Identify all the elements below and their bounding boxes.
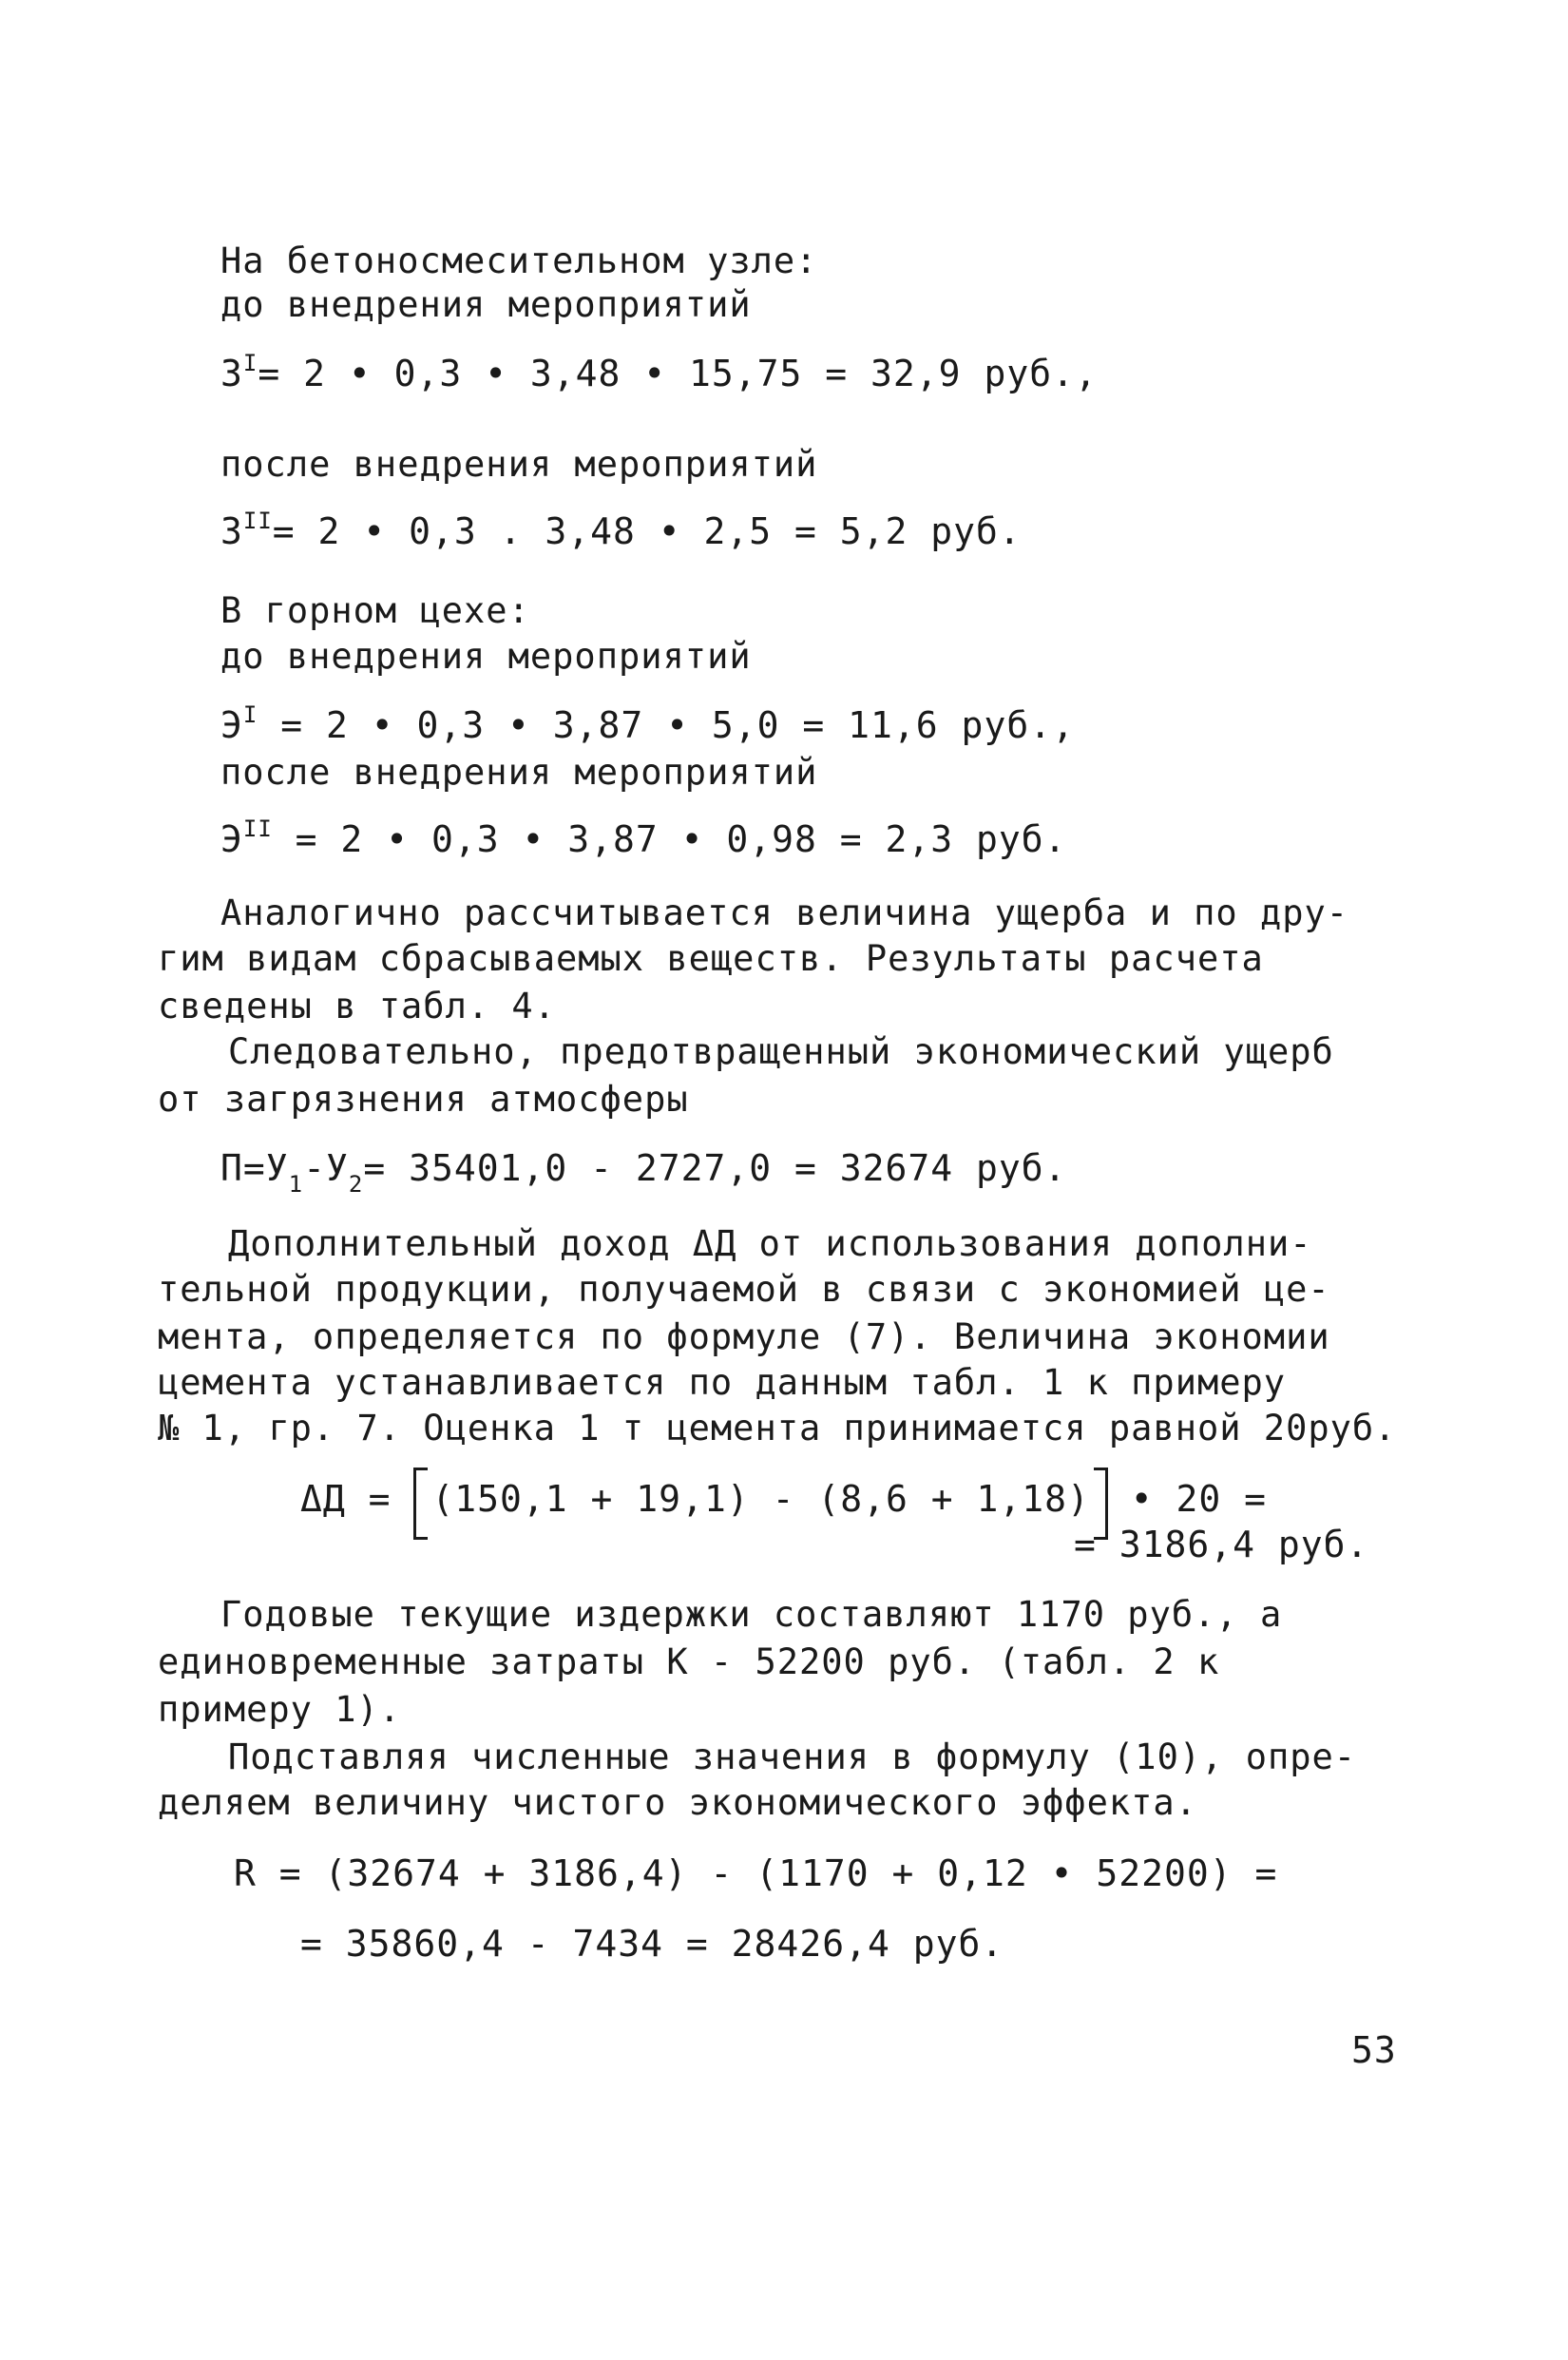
paragraph-line: Дополнительный доход ΔД от использования дополни- (228, 1223, 1312, 1264)
formula-lhs: ΔД = (300, 1478, 392, 1520)
paragraph-line: № 1, гр. 7. Оценка 1 т цемента принимается равной 20руб. (158, 1408, 1397, 1449)
formula-lhs: П=У (220, 1147, 289, 1189)
formula-mark: I (242, 350, 258, 376)
paragraph-line: мента, определяется по формуле (7). Величина экономии (158, 1316, 1330, 1357)
left-bracket (413, 1468, 428, 1540)
formula-line: R = (32674 + 3186,4) - (1170 + 0,12 • 52200) = (234, 1852, 1278, 1894)
paragraph-line: Следовательно, предотвращенный экономический ущерб (228, 1031, 1334, 1072)
paragraph-line: сведены в табл. 4. (158, 986, 556, 1027)
formula-symbol: Э (220, 818, 243, 860)
formula-rhs: = 35401,0 - 2727,0 = 32674 руб. (363, 1147, 1067, 1189)
paragraph-line: цемента устанавливается по данным табл. 1 к примеру (158, 1362, 1287, 1403)
formula-symbol: Э (220, 704, 243, 746)
paragraph-line: тельной продукции, получаемой в связи с экономией це- (158, 1269, 1330, 1310)
formula-mark: II (242, 815, 273, 842)
formula-term: -У (303, 1147, 349, 1189)
section-heading: На бетоносмесительном узле: (220, 240, 818, 281)
before-label: до внедрения мероприятий (220, 284, 752, 325)
before-label: до внедрения мероприятий (220, 636, 752, 677)
formula-line: = 35860,4 - 7434 = 28426,4 руб. (300, 1923, 1004, 1965)
formula-tail: • 20 = (1130, 1478, 1268, 1520)
formula-mark: II (242, 508, 273, 534)
formula-symbol: З (220, 510, 243, 552)
formula-line (220, 703, 1075, 752)
formula-expression: = 2 • 0,3 • 3,87 • 0,98 = 2,3 руб. (272, 818, 1067, 860)
paragraph-line: примеру 1). (158, 1689, 402, 1730)
paragraph-line: гим видам сбрасываемых веществ. Результаты расчета (158, 938, 1264, 979)
page-number: 53 (1351, 2029, 1397, 2071)
paragraph-line: деляем величину чистого экономического эффекта. (158, 1782, 1197, 1823)
formula-symbol: З (220, 353, 243, 394)
formula-mark: I (242, 701, 258, 728)
after-label: после внедрения мероприятий (220, 444, 818, 485)
paragraph-line: Подставляя численные значения в формулу (10), опре- (228, 1736, 1357, 1777)
paragraph-line: от загрязнения атмосферы (158, 1079, 689, 1120)
after-label: после внедрения мероприятий (220, 752, 818, 793)
formula-result: = 3186,4 руб. (1074, 1524, 1369, 1565)
paragraph-line: единовременные затраты К - 52200 руб. (табл. 2 к (158, 1641, 1220, 1682)
paragraph-line: Годовые текущие издержки составляют 1170 руб., а (220, 1594, 1283, 1635)
formula-line (220, 1146, 1067, 1198)
formula-line (220, 509, 1022, 558)
section-heading: В горном цехе: (220, 590, 530, 631)
paragraph-line: Аналогично рассчитывается величина ущерба и по дру- (220, 892, 1349, 933)
formula-subscript: 1 (288, 1171, 304, 1198)
formula-inner: (150,1 + 19,1) - (8,6 + 1,18) (431, 1478, 1090, 1520)
formula-line (220, 817, 1067, 866)
formula-expression: = 2 • 0,3 . 3,48 • 2,5 = 5,2 руб. (272, 510, 1022, 552)
formula-subscript: 2 (348, 1171, 364, 1198)
formula-line (220, 352, 1098, 400)
formula-expression: = 2 • 0,3 • 3,48 • 15,75 = 32,9 руб., (258, 353, 1098, 394)
formula-expression: = 2 • 0,3 • 3,87 • 5,0 = 11,6 руб., (258, 704, 1075, 746)
